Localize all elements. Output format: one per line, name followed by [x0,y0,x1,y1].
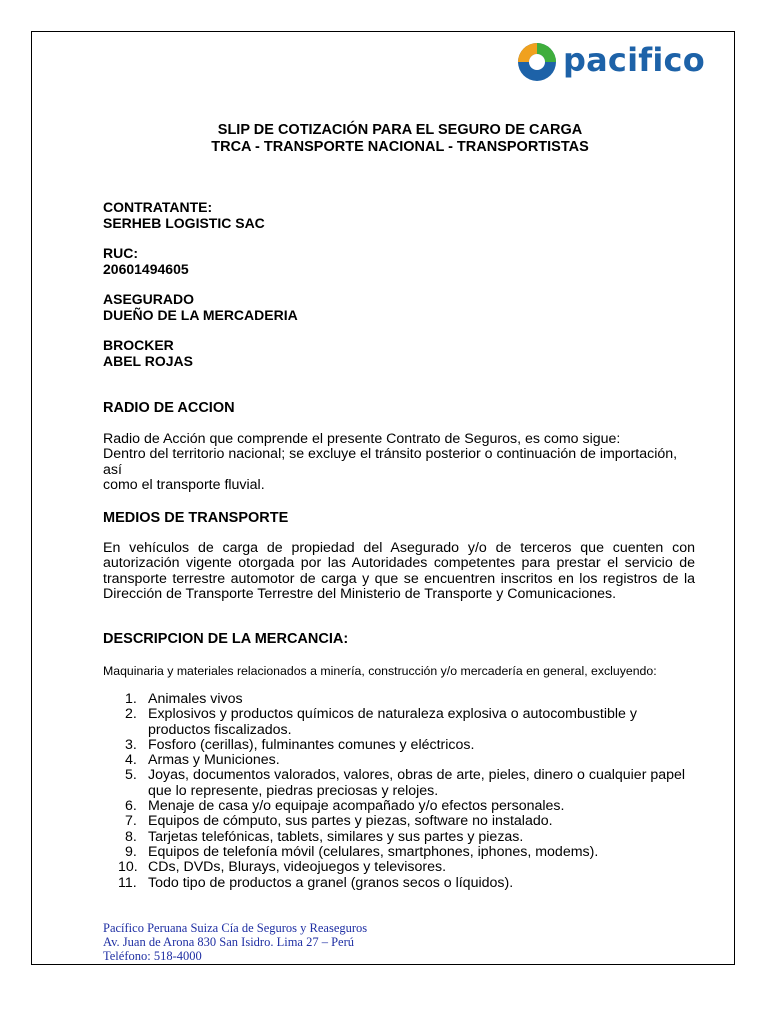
list-item-text: Equipos de telefonía móvil (celulares, smartphones, iphones, modems). [148,843,599,860]
pacifico-logo-icon [517,42,557,82]
contratante-label: CONTRATANTE: [103,199,213,215]
radio-text-line3: como el transporte fluvial. [103,477,265,494]
medios-text: En vehículos de carga de propiedad del Asegurado y/o de terceros que cuenten con autorización vigente otorgada por las Autoridades competentes para prestar el servicio de transporte terrestre automotor de carga y que se encuentren inscritos en los registros de la Dirección de Transporte Terrestre del Ministerio de Transporte y Comunicaciones. [103,540,695,603]
list-item [103,692,699,707]
list-item-number: 3. [125,736,137,753]
list-item [103,845,699,860]
list-item [103,768,699,799]
list-item [103,707,699,738]
exclusions-list [103,692,699,891]
list-item-text: Explosivos y productos químicos de naturaleza explosiva o autocombustible y productos fiscalizados. [148,706,637,738]
list-item-number: 11. [118,874,137,891]
list-item-number: 8. [125,828,137,845]
list-item-number: 1. [125,691,137,707]
ruc-label: RUC: [103,245,138,261]
radio-heading: RADIO DE ACCION [103,400,235,416]
asegurado-label: ASEGURADO [103,291,195,307]
radio-text [103,432,695,494]
list-item [103,799,699,814]
mercancia-intro: Maquinaria y materiales relacionados a minería, construcción y/o mercadería en general, excluyendo: [103,664,657,678]
list-item-text: Equipos de cómputo, sus partes y piezas, software no instalado. [148,813,553,830]
brocker-value: ABEL ROJAS [103,353,193,369]
radio-text-line2: Dentro del territorio nacional; se excluye el tránsito posterior o continuación de importación, así [103,446,678,478]
list-item-text: Todo tipo de productos a granel (granos secos o líquidos). [148,874,514,891]
asegurado-value: DUEÑO DE LA MERCADERIA [103,307,298,323]
list-item-number: 10. [118,859,138,876]
document-title-line1: SLIP DE COTIZACIÓN PARA EL SEGURO DE CARGA [217,122,583,138]
list-item [103,860,699,875]
list-item-number: 6. [125,798,137,815]
radio-text-line1: Radio de Acción que comprende el presente Contrato de Seguros, es como sigue: [103,431,621,447]
list-item-text: Tarjetas telefónicas, tablets, similares y sus partes y piezas. [148,828,524,845]
footer-company-name: Pacífico Peruana Suiza Cía de Seguros y Reaseguros [103,921,368,935]
list-item-number: 9. [125,843,137,860]
footer-phone: Teléfono: 518-4000 [103,949,202,964]
ruc-value: 20601494605 [103,261,189,277]
list-item-text: Armas y Municiones. [148,752,280,769]
contratante-value: SERHEB LOGISTIC SAC [103,215,265,231]
list-item-number: 5. [125,767,137,784]
list-item [103,830,699,845]
list-item-text: Menaje de casa y/o equipaje acompañado y/o efectos personales. [148,798,565,815]
list-item-text: CDs, DVDs, Blurays, videojuegos y televisores. [148,859,447,876]
list-item [103,876,699,891]
brocker-label: BROCKER [103,337,174,353]
company-footer [103,921,367,964]
list-item-number: 7. [125,813,137,830]
list-item-text: Animales vivos [148,691,243,707]
medios-heading: MEDIOS DE TRANSPORTE [103,510,289,526]
list-item [103,753,699,768]
list-item-text: Joyas, documentos valorados, valores, obras de arte, pieles, dinero o cualquier papel que lo represente, piedras preciosas y relojes. [148,767,686,799]
mercancia-heading: DESCRIPCION DE LA MERCANCIA: [103,631,349,647]
list-item [103,738,699,753]
pacifico-logo-text: pacifico [563,41,705,79]
footer-address: Av. Juan de Arona 830 San Isidro. Lima 27 – Perú [103,935,355,950]
list-item-text: Fosforo (cerillas), fulminantes comunes y eléctricos. [148,736,475,753]
list-item-number: 2. [125,706,137,723]
document-title-line2: TRCA - TRANSPORTE NACIONAL - TRANSPORTISTAS [211,139,589,155]
pacifico-logo [517,40,705,84]
list-item-number: 4. [125,752,137,769]
list-item [103,814,699,829]
